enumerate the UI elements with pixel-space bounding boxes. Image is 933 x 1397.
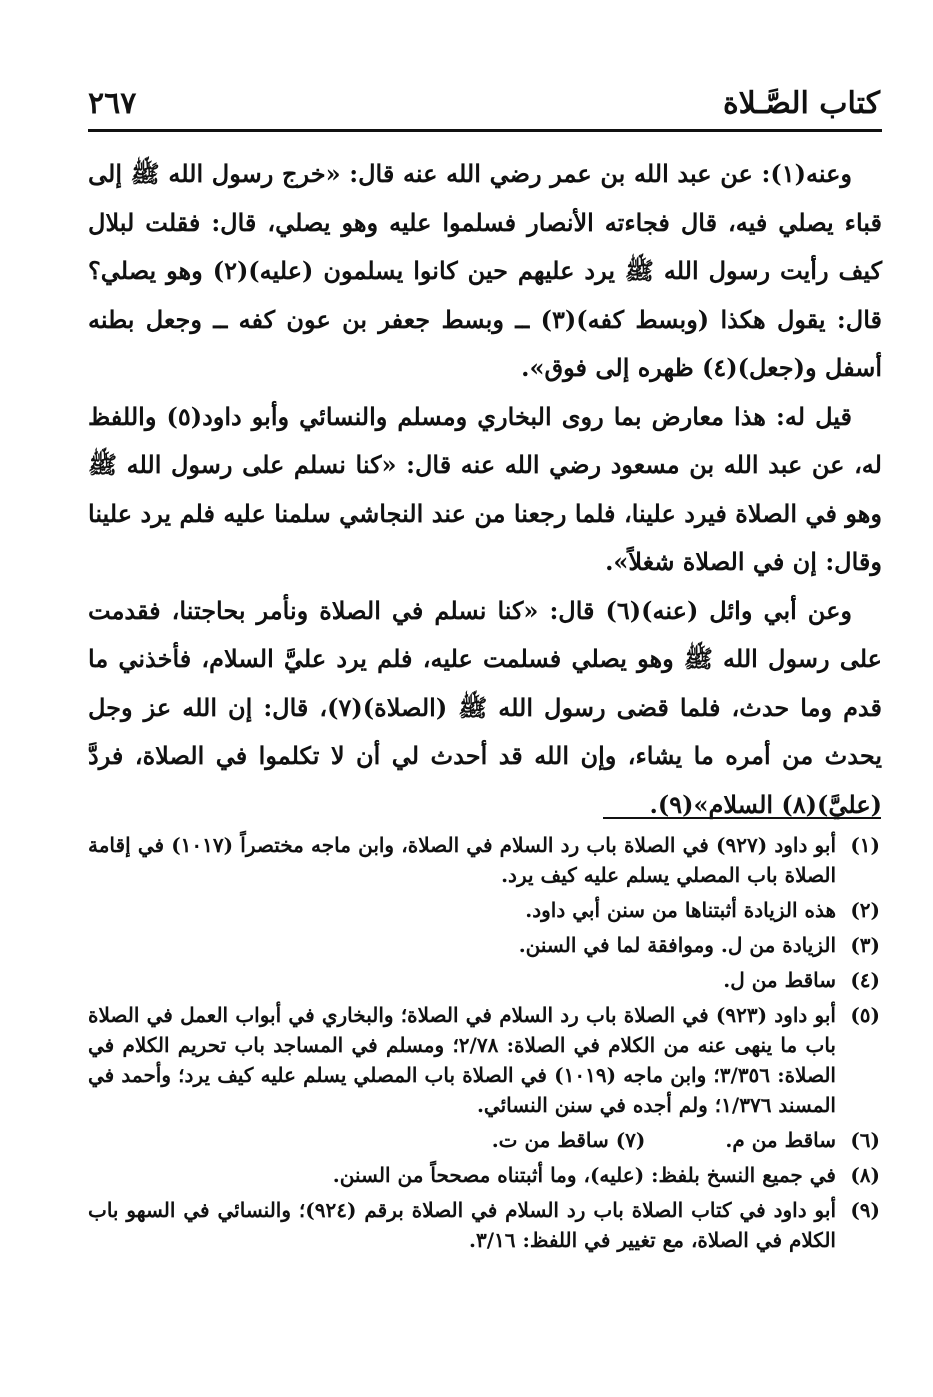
footnote-7-text: (٧) ساقط من ت. [491,1128,646,1152]
footnote-number: (٣) [850,933,880,957]
chapter-title: كتاب الصَّـلاة [722,86,880,121]
footnote-number: (٨) [850,1163,880,1187]
footnote-6-7 [88,1125,880,1155]
footnote-number: (١) [850,833,880,857]
footnote-number: (٩) [850,1198,880,1222]
footnote-3 [88,930,880,960]
footnote-text: هذه الزيادة أثبتناها من سنن أبي داود. [525,898,836,922]
page-header [88,84,880,128]
footnote-2 [88,895,880,925]
paragraph-2: قيل له: هذا معارض بما روى البخاري ومسلم والنسائي وأبو داود(٥) واللفظ له، عن عبد الله بن مسعود رضي الله عنه قال: «كنا نسلم على رسول الله ﷺ وهو في الصلاة فيرد علينا، فلما رجعنا من عند النجاشي سلمنا عليه فلم يرد علينا وقال: إن في الصلاة شغلاً». [88,401,883,576]
footnote-number: (٦) [850,1128,880,1152]
footnote-5 [88,1000,880,1120]
footnote-text: ساقط من ل. [723,968,836,992]
footnote-text: أبو داود (٩٢٧) في الصلاة باب رد السلام في الصلاة، وابن ماجه مختصراً (١٠١٧) في إقامة الصلاة باب المصلي يسلم عليه كيف يرد. [88,833,836,887]
header-rule [88,129,882,132]
footnotes [88,830,880,1260]
paragraph-3: وعن أبي وائل (عنه)(٦) قال: «كنا نسلم في الصلاة ونأمر بحاجتنا، فقدمت على رسول الله ﷺ وهو يصلي فسلمت عليه، فلم يرد عليَّ السلام، فأخذني ما قدم وما حدث، فلما قضى رسول الله ﷺ (الصلاة)(٧)، قال: إن الله عز وجل يحدث من أمره ما يشاء، وإن الله قد أحدث لي أن لا تكلموا في الصلاة، فردَّ (عليَّ)(٨) السلام»(٩). [88,595,882,819]
footnote-4 [88,965,880,995]
paragraph-1: وعنه(١): عن عبد الله بن عمر رضي الله عنه قال: «خرج رسول الله ﷺ إلى قباء يصلي فيه، قال فجاءته الأنصار فسلموا عليه وهو يصلي، قال: فقلت لبلال كيف رأيت رسول الله ﷺ يرد عليهم حين كانوا يسلمون (عليه)(٢) وهو يصلي؟ قال: يقول هكذا (وبسط كفه)(٣) ــ وبسط جعفر بن عون كفه ــ وجعل بطنه أسفل و(جعل)(٤) ظهره إلى فوق». [88,159,883,382]
footnote-1 [88,830,880,890]
footnote-number: (٥) [850,1003,880,1027]
footnote-rule [603,817,881,819]
page-number: ٢٦٧ [88,86,137,121]
footnote-number: (٢) [850,898,880,922]
footnote-9 [88,1195,880,1255]
footnote-number: (٤) [850,968,880,992]
main-text [88,150,882,829]
footnote-text: أبو داود (٩٢٣) في الصلاة باب رد السلام في الصلاة؛ والبخاري في أبواب العمل في الصلاة باب ما ينهى عنه من الكلام في الصلاة: ٢/٧٨؛ ومسلم في المساجد باب تحريم الكلام في الصلاة: ٣/٣٥٦؛ وابن ماجه (١٠١٩) في الصلاة باب المصلي يسلم عليه كيف يرد؛ وأحمد في المسند ١/٣٧٦؛ ولم أجده في سنن النسائي. [88,1003,836,1117]
footnote-text: الزيادة من ل. وموافقة لما في السنن. [518,933,836,957]
footnote-text: أبو داود في كتاب الصلاة باب رد السلام في الصلاة برقم (٩٢٤)؛ والنسائي في السهو باب الكلام في الصلاة، مع تغيير في اللفظ: ٣/١٦. [88,1198,836,1252]
footnote-text: ساقط من م. [725,1128,836,1152]
footnote-text: في جميع النسخ بلفظ: (عليه)، وما أثبتناه مصححاً من السنن. [332,1163,836,1187]
footnote-8 [88,1160,880,1190]
